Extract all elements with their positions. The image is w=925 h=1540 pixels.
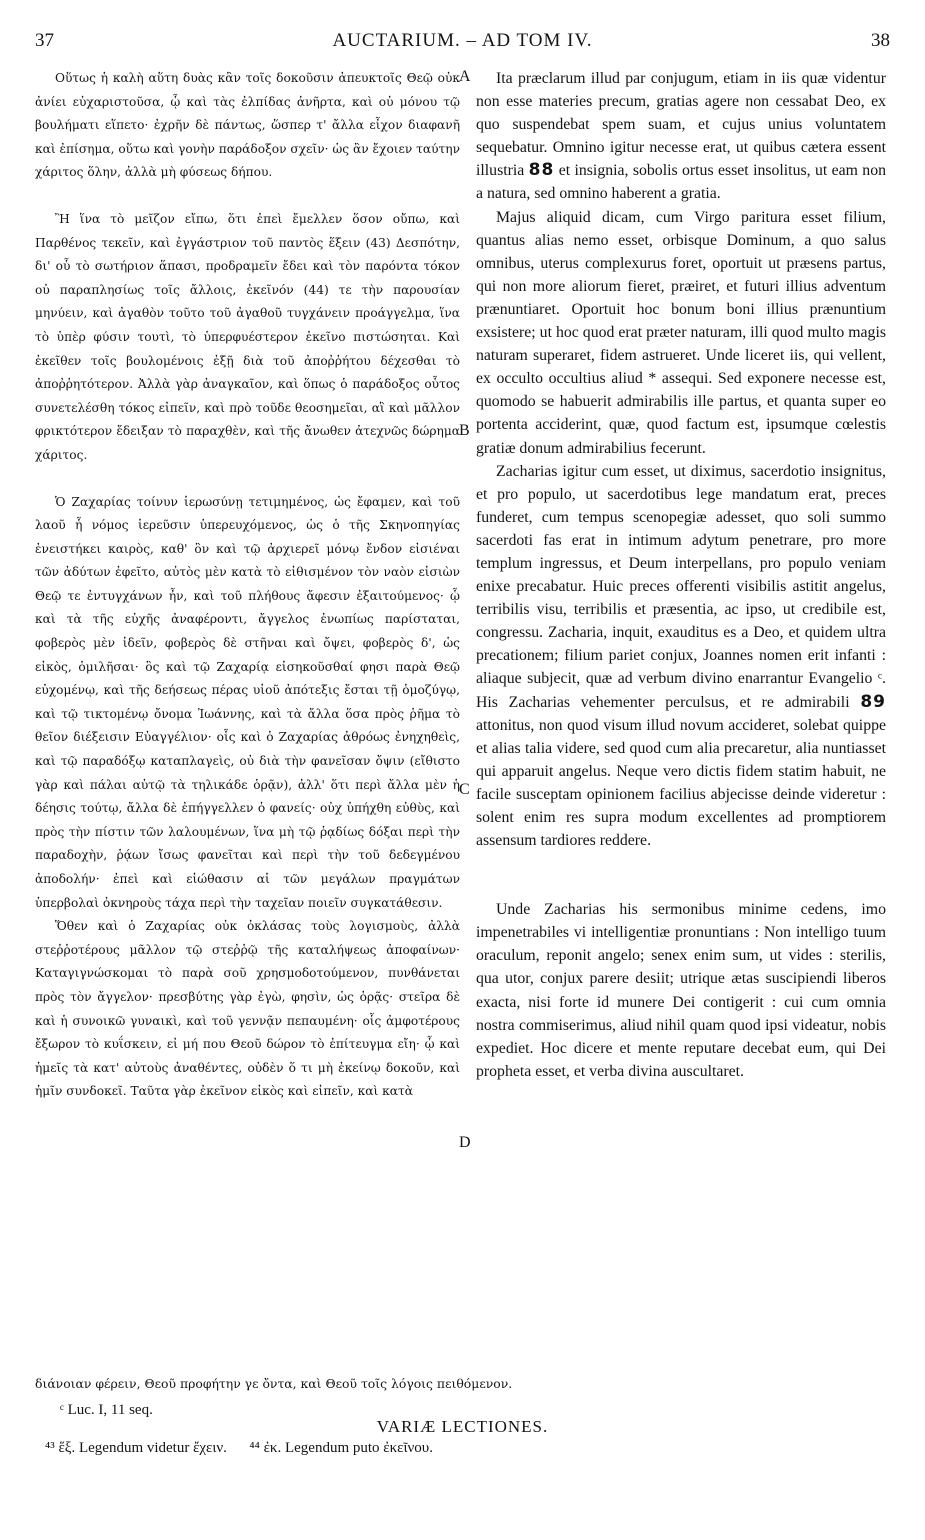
variant-readings: [45, 1440, 905, 1457]
latin-paragraph-4: Unde Zacharias his sermonibus minime cedens, imo impenetrabiles vi intelligentiæ pronuntians : Non intelligo tuum oraculum, reponit angelo; senex enim sum, ut vides : sterilis, qua utor, conjux parere desiit; utrique ætas suscipiendi liberos exacta, nisi forte id munere Dei contigerit : cui cum omnia nostra commiserimus, aliud nihil quam quod ipsi videatur, nobis expediet. Hoc dicere et mente reputare decebat eum, qui Dei propheta esset, et verba divina auscultaret.: [476, 901, 886, 1080]
page-number-right: 38: [871, 30, 890, 51]
latin-paragraph-3-a: Zacharias igitur cum esset, ut diximus, sacerdotio insignitus, et pro populo, ut sacerdotibus lege mandatum erat, preces funderet, cum tempus scenopegiæ adesset, quo soli summo sacerdoti fas erat in intimum adytum penetrare, pro more templum ingressus, et Deum interpellans, pro populo veniam enixe precabatur. Huic preces offerenti visibilis astitit angelus, terribilis visu, terribilis et præsentia, ac ipso, ut credibile est, congressu. Zacharia, inquit, exauditus es a Deo, et quidem ultra precationem; filium pariet conjux, Joannes nomen erit infanti : aliaque subjecit, quæ ad verbum divino enarrantur Evangelio ᶜ. His Zacharias vehementer perculsus, et re admirabili: [476, 462, 886, 711]
margin-letter-c: C: [459, 781, 470, 798]
greek-paragraph-2: Ἢ ἵνα τὸ μεῖζον εἴπω, ὅτι ἐπεὶ ἔμελλεν ὅσον οὔπω, καὶ Παρθένος τεκεῖν, καὶ ἐγγάστριον τοῦ παντὸς ἕξειν (43) Δεσπότην, δι' οὗ τὸ σωτήριον ἅπασι, προδραμεῖν ἔδει καὶ τὸν παρόντα τόκον οὐ παραπλησίως τοῖς ἄλλοις, ἐκεῖνόν (44) τε τὴν παρουσίαν μηνύειν, καὶ ἀγαθὸν τοῦτο τοῦ ἀγαθοῦ τυγχάνειν προάγγελμα, ἵνα τὸ ὑπὲρ φύσιν τουτὶ, τὸ ὑπερφυέστερον ἐκεῖνο πιστώσηται. Καὶ ἐκεῖθεν τοῖς βουλομένοις ἐξῇ διὰ τοῦ ἀποῤῥήτου δέχεσθαι τὸ ἀποῤῥητότερον. Ἀλλὰ γὰρ ἀναγκαῖον, καὶ ὅπως ὁ παράδοξος οὗτος συνετελέσθη τόκος εἰπεῖν, καὶ πρὸ τοῦδε θεοσημεῖαι, αἳ καὶ μᾶλλον φρικτότερον ἔδειξαν τὸ παραχθὲν, καὶ τῆς ἄνωθεν ἀτεχνῶς δώρημα χάριτος.: [35, 211, 460, 462]
latin-paragraph-1-a: Ita præclarum illud par conjugum, etiam in iis quæ videntur non esse materies precum, gratias agere non cessabat Deo, ex quo suspendebat spem suam, et cujus unius voluntatem sequebatur. Omnino igitur necesse erat, ut quibus cætera essent illustria: [476, 70, 886, 180]
variant-43: ⁴³ ἕξ. Legendum videtur ἔχειν.: [45, 1440, 227, 1456]
running-title: AUCTARIUM. – AD TOM IV.: [332, 30, 593, 51]
greek-paragraph-3: Ὁ Ζαχαρίας τοίνυν ἱερωσύνῃ τετιμημένος, ὡς ἔφαμεν, καὶ τοῦ λαοῦ ἧ νόμος ἱερεῦσιν ὑπερευχόμενος, ὡς ὁ τῆς Σκηνοπηγίας ἐνειστήκει καιρὸς, καθ' ὃν καὶ τῷ ἀρχιερεῖ μόνῳ ἔνδον εἰσιέναι τῶν ἀδύτων ἐφεῖτο, αὐτὸς μὲν κατὰ τὸ εἰθισμένον τὸν ναὸν εἰσιὼν Θεῷ τε ἐντυγχάνων ἦν, καὶ τοῦ πλήθους ἄφεσιν ἐξαιτούμενος· ᾧ καὶ τὰ τῆς εὐχῆς ἀναφέροντι, ἄγγελος ἐνωπίως παρίσταται, φοβερὸς μὲν ἰδεῖν, φοβερὸς δὲ στῆναι καὶ ὄψει, φοβερὸς δ', ὡς εἰκὸς, ὁμιλῆσαι· ὃς καὶ τῷ Ζαχαρίᾳ εἰσηκοῦσθαί φησι παρὰ Θεῷ εὐχομένῳ, καὶ τῆς δεήσεως πέρας υἱοῦ ἀπότεξις ἔσται τῇ ὁμοζύγῳ, καὶ τῷ τικτομένῳ ὄνομα Ἰωάννης, καὶ τὰ ἄλλα ὅσα πρὸς ῥῆμα τὸ θεῖον διέξεισιν Εὐαγγέλιον· οἷς καὶ ὁ Ζαχαρίας ἀθρόως ἐνηχηθεὶς, καὶ τῷ παραδόξῳ καταπλαγεὶς, οὐ διὰ τὴν φανεῖσαν ὄψιν (εἴθιστο γὰρ καὶ πάλαι αὐτῷ τὰ τηλικάδε ὁρᾷν), ἀλλ' ὅτι περὶ ἄλλα μὲν ἡ δέησις τούτῳ, ἄλλα δὲ ἐπήγγελλεν ὁ φανείς· οὐχ ὑπήχθη εὐθὺς, καὶ πρὸς τὴν πίστιν τῶν λαλουμένων, ἵνα μὴ τῷ ῥᾳδίως δόξαι περὶ τὴν παραδοχὴν, ῥᾴων ἴσως φανεῖται καὶ περὶ τὴν τοῦ δεδεγμένου ἀποδολήν· ἐπεὶ καὶ εἰώθασιν αἱ τῶν μεγάλων πραγμάτων ὑπερβολαὶ ὀκνηροὺς τάχα περὶ τὴν ταχεῖαν ποιεῖν συγκατάθεσιν.: [35, 494, 460, 910]
variant-44: ⁴⁴ ἐκ. Legendum puto ἐκεῖνου.: [249, 1440, 433, 1456]
column-number-89: 89: [860, 691, 886, 712]
page-number-left: 37: [35, 30, 54, 51]
margin-letter-b: B: [459, 422, 470, 439]
footnote: ᶜ Luc. I, 11 seq.: [60, 1402, 153, 1418]
greek-paragraph-4: Ὅθεν καὶ ὁ Ζαχαρίας οὐκ ὀκλάσας τοὺς λογισμοὺς, ἀλλὰ στεῤῥοτέρους μᾶλλον τῷ στεῤῥῷ τῆς καταλήψεως ἀποφαίνων· Καταγιγνώσκομαι τὸ παρὰ σοῦ χρησμοδοτούμενον, πυνθάνεται πρὸς τὸν ἄγγελον· πρεσβύτης γὰρ ἐγὼ, φησὶν, ὡς ὁρᾷς· στεῖρα δὲ καὶ ἡ συνοικῶ γυναικὶ, καὶ τοῦ γεννᾷν πεπαυμένη· οἷς ἀμφοτέρους ἔξωρον τὸ κυΐσκειν, εἰ μή που Θεοῦ δώρον τὸ ἐπίτευγμα εἴη· ᾧ καὶ ἡμεῖς τὰ κατ' αὐτοὺς ἀναθέντες, οὐδὲν ὅ τι μὴ ἐκείνῳ δοκοῦν, καὶ ἡμῖν συνδοκεῖ. Ταῦτα γὰρ ἐκεῖνον εἰκὸς καὶ εἰπεῖν, καὶ κατὰ: [35, 919, 460, 1099]
greek-tail-line: διάνοιαν φέρειν, Θεοῦ προφήτην γε ὄντα, καὶ Θεοῦ τοῖς λόγοις πειθόμενον.: [35, 1376, 513, 1391]
latin-column: [476, 67, 886, 1083]
running-header: [35, 30, 890, 58]
latin-paragraph-1-b: et insignia, sobolis ortus esset insolitus, ut eam non a natura, sed omnino haberent a gratia.: [476, 162, 887, 203]
margin-letter-a: A: [459, 68, 471, 85]
greek-column: [35, 67, 460, 1104]
latin-paragraph-3: [476, 460, 886, 853]
latin-paragraph-3-b: attonitus, non quod visum illud novum accideret, solebat quippe et alias talia videre, sed quod cum alia precaretur, alia nuntiasset qui apparuit angelus. Neque vero dictis fidem statim habuit, ne facile susceptam opinionem facilius abjecisse deinde videretur : solent enim res supra modum excellentes ad promptiorem assensum tardiores reddere.: [476, 716, 886, 850]
greek-paragraph-1: Οὕτως ἡ καλὴ αὕτη δυὰς κἂν τοῖς δοκοῦσιν ἀπευκτοῖς Θεῷ οὐκ ἀνίει εὐχαριστοῦσα, ᾧ καὶ τὰς ἐλπίδας ἀνῆρτα, καὶ οὐ μόνου τῷ βουλήματι εἵπετο· ἐχρῆν δὲ πάντως, ὥσπερ τ' ἄλλα εἶχον διαφανῆ καὶ ἐπίσημα, οὕτω καὶ γονὴν παράδοξον σχεῖν· ὡς ἂν ἔχοιεν ταύτην χάριτος ὅλην, ἀλλὰ μὴ φύσεως δήπου.: [35, 71, 460, 180]
latin-paragraph-2: Majus aliquid dicam, cum Virgo paritura esset filium, quantus alias nemo esset, orbisque Dominum, a quo salus omnibus, uterus complexurus foret, oportuit ut præsens partus, qui non more aliorum fieret, præiret, et futuri illius adventum prænuntiaret. Oportuit hoc bonum boni illius prænuntium exsistere; ut hoc quod erat præter naturam, illi quod multo magis naturam superaret, fidem astrueret. Unde liceret iis, qui vellent, ex occulto occultius aliud * assequi. Sed exponere necesse est, quomodo se habuerit admirabilis ille partus, et quanta super eo portenta acciderint, quæ, quod factum est, ipsumque cœlestis gratiæ donum admirabilius fecerunt.: [476, 208, 886, 457]
margin-letter-d: D: [459, 1134, 471, 1151]
variae-lectiones-heading: VARIÆ LECTIONES.: [376, 1417, 549, 1436]
latin-paragraph-1: [476, 67, 886, 206]
column-number-88: 88: [528, 160, 555, 181]
